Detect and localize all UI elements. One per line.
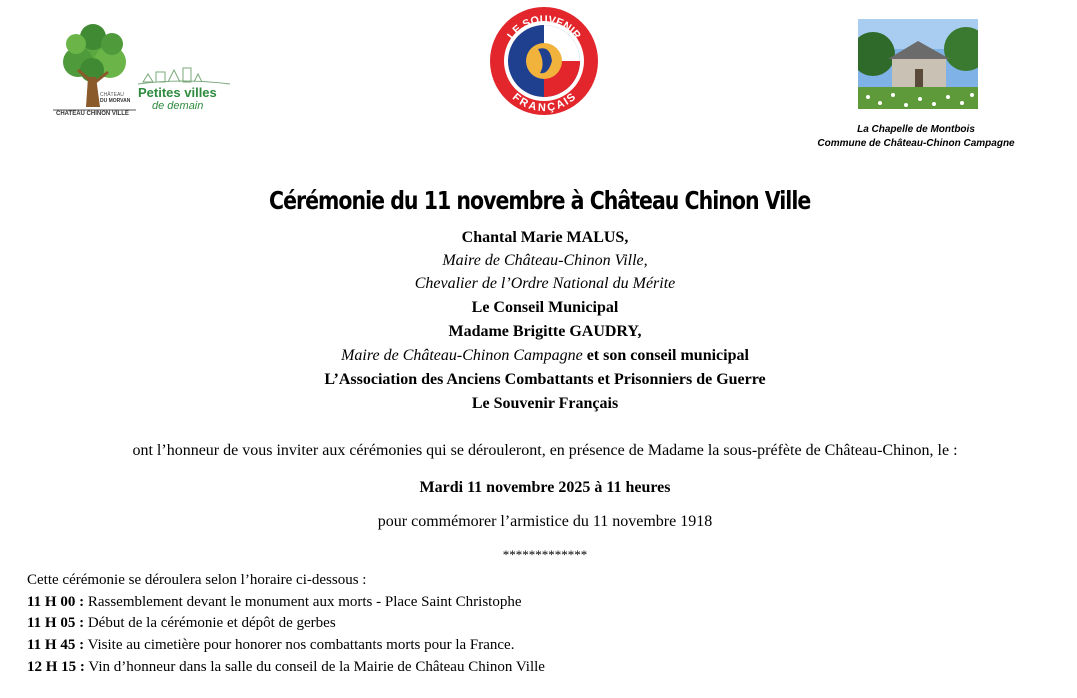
host-line-6-italic: Maire de Château-Chinon Campagne — [341, 347, 583, 364]
souvenir-francais-logo — [488, 5, 600, 117]
schedule-text: Rassemblement devant le monument aux morts - Place Saint Christophe — [84, 594, 522, 610]
chapelle-photo — [858, 19, 978, 109]
souvenir-bottom-text: FRANÇAIS — [509, 91, 578, 115]
invitation-text: ont l’honneur de vous inviter aux cérémonies qui se dérouleront, en présence de Madame la sous-préfète de Château-Chinon, le : — [132, 442, 958, 459]
petites-villes-subtitle: de demain — [152, 100, 204, 112]
schedule-time: 11 H 45 : — [27, 637, 85, 653]
schedule-time: 11 H 00 : — [27, 594, 85, 610]
schedule-text: Visite au cimetière pour honorer nos combattants morts pour la France. — [84, 637, 515, 653]
host-line-7: L’Association des Anciens Combattants et Prisonniers de Guerre — [324, 371, 766, 388]
host-line-2: Maire de Château-Chinon Ville, — [442, 252, 648, 269]
schedule-item — [27, 614, 336, 632]
schedule-intro: Cette cérémonie se déroulera selon l’horaire ci-dessous : — [27, 572, 367, 588]
host-line-6 — [0, 346, 1077, 366]
petites-villes-title: Petites villes — [138, 85, 217, 100]
tree-logo-caption: CHATEAU CHINON VILLE — [56, 111, 129, 117]
schedule-item — [27, 658, 545, 676]
page-title: Cérémonie du 11 novembre à Château Chinon Ville — [269, 186, 811, 215]
host-line-5: Madame Brigitte GAUDRY, — [448, 323, 642, 340]
schedule-time: 11 H 05 : — [27, 615, 85, 631]
svg-text:FRANÇAIS — [510, 91, 578, 114]
tree-logo-text-2: DU MORVAN — [100, 98, 131, 104]
chateau-chinon-logo — [48, 22, 233, 122]
schedule-text: Vin d’honneur dans la salle du conseil de la Mairie de Château Chinon Ville — [84, 659, 545, 675]
souvenir-top-text: LE SOUVENIR — [505, 13, 583, 42]
photo-caption-line-1: La Chapelle de Montbois — [857, 124, 975, 135]
host-line-3: Chevalier de l’Ordre National du Mérite — [414, 275, 676, 292]
chapel-image-icon — [858, 19, 978, 109]
svg-text:LE SOUVENIR — [505, 14, 583, 42]
host-line-8: Le Souvenir Français — [471, 395, 619, 412]
host-line-1: Chantal Marie MALUS, — [461, 229, 629, 246]
photo-caption-line-2: Commune de Château-Chinon Campagne — [817, 138, 1015, 149]
schedule-item — [27, 636, 514, 654]
separator: ************* — [502, 547, 588, 562]
host-line-6-bold: et son conseil municipal — [582, 347, 749, 364]
host-line-4: Le Conseil Municipal — [471, 299, 619, 316]
event-purpose: pour commémorer l’armistice du 11 novembre 1918 — [377, 513, 713, 530]
schedule-text: Début de la cérémonie et dépôt de gerbes — [84, 615, 336, 631]
tree-logo-icon — [48, 22, 233, 122]
souvenir-text-ring — [488, 5, 600, 117]
event-date: Mardi 11 novembre 2025 à 11 heures — [419, 479, 671, 496]
schedule-item — [27, 593, 522, 611]
schedule-time: 12 H 15 : — [27, 659, 85, 675]
tree-logo-text-1: CHÂTEAU — [100, 92, 124, 98]
